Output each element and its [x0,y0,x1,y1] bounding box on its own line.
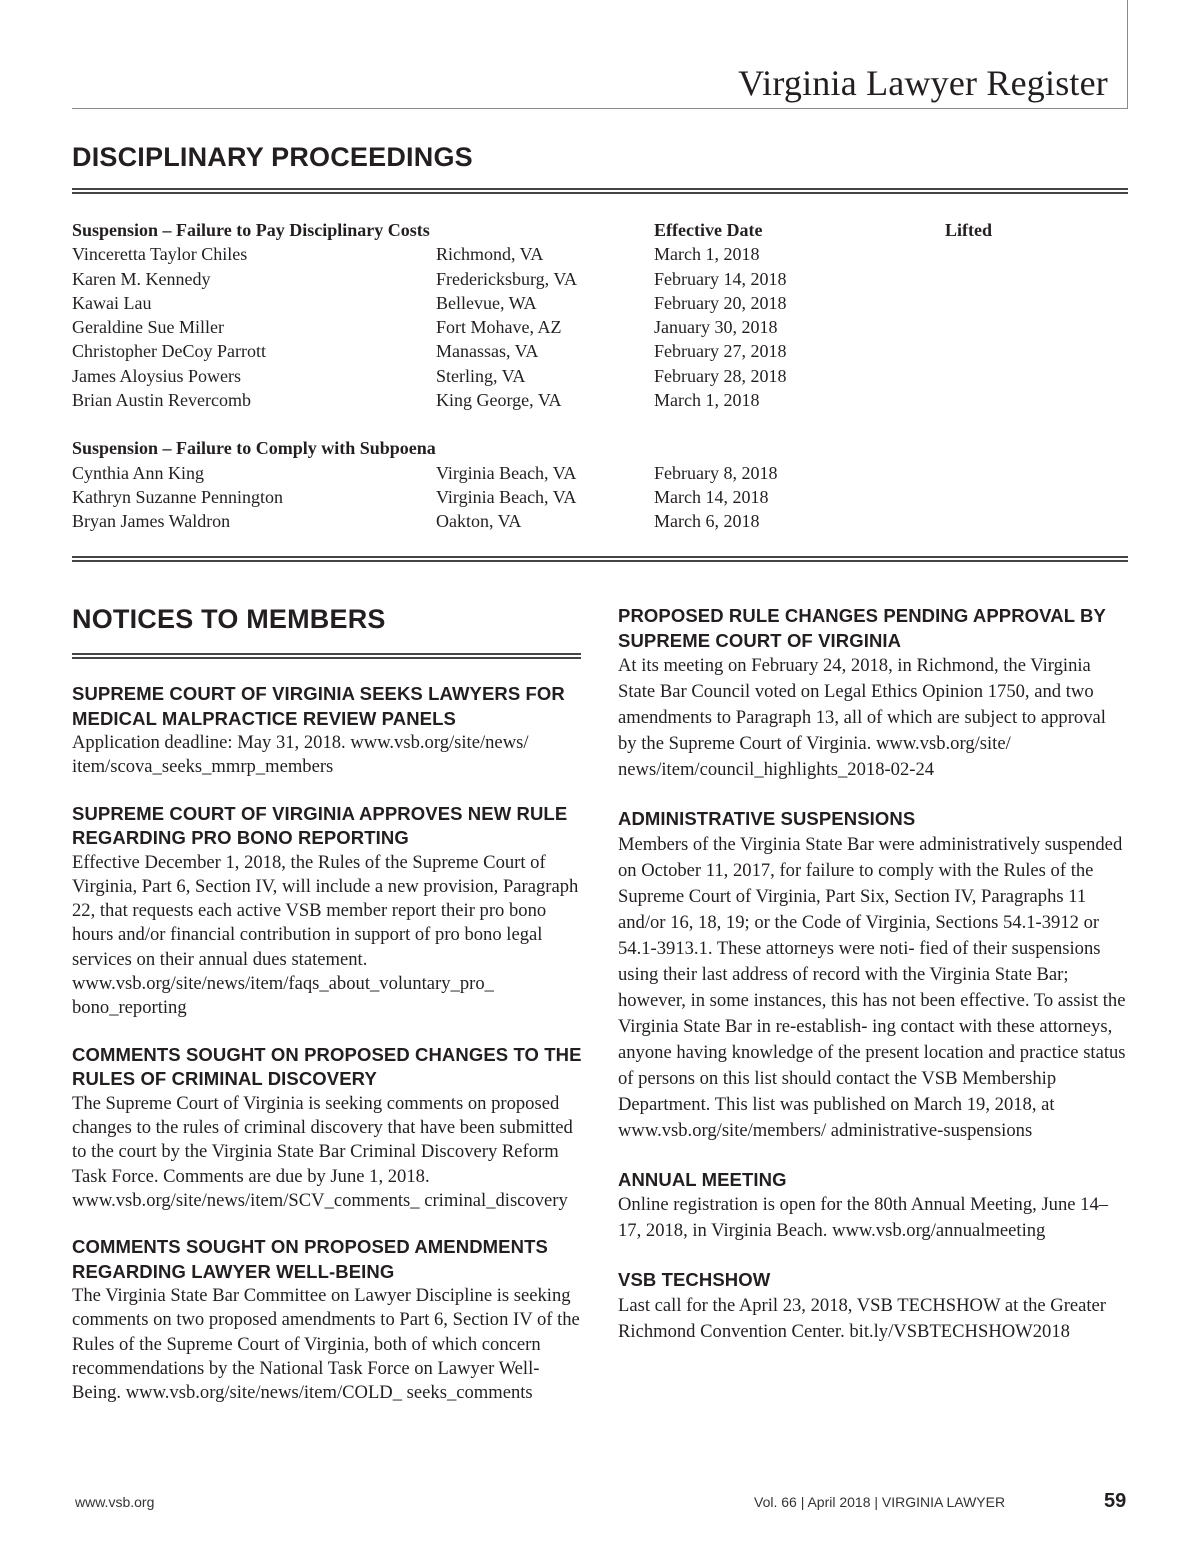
notice-heading: VSB TECHSHOW [618,1269,771,1290]
notice-heading: ANNUAL MEETING [618,1168,787,1190]
notice-body: Online registration is open for the 80th Annual Meeting, June 14–17, 2018, in Virginia Beach. www.vsb.org/annualmeeting [618,1194,1109,1241]
attorney-location: Fredericksburg, VA [436,268,577,289]
notice-proposed-rule-changes [618,604,1128,783]
attorney-name: James Aloysius Powers [72,365,242,386]
notice-pro-bono [72,802,582,1021]
notice-heading: PROPOSED RULE CHANGES PENDING APPROVAL BY SUPREME COURT OF VIRGINIA [618,605,1106,651]
attorney-location: Virginia Beach, VA [436,462,577,483]
disciplinary-top-rule [72,188,1128,194]
group-heading: Suspension – Failure to Pay Disciplinary Costs [72,220,430,240]
effective-date: February 8, 2018 [654,462,778,483]
attorney-name: Vinceretta Taylor Chiles [72,244,248,265]
effective-date: February 14, 2018 [654,268,787,289]
disciplinary-bottom-rule [72,556,1128,562]
effective-date: March 1, 2018 [654,244,760,265]
suspension-group-subpoena [72,436,1128,533]
attorney-location: King George, VA [436,390,562,411]
table-row [72,388,1128,412]
attorney-name: Brian Austin Revercomb [72,390,251,411]
notices-title: NOTICES TO MEMBERS [72,604,386,634]
suspension-group-costs [72,218,1128,412]
attorney-location: Bellevue, WA [436,292,537,313]
effective-date: January 30, 2018 [654,317,778,338]
table-row [72,291,1128,315]
notice-heading: ADMINISTRATIVE SUSPENSIONS [618,808,916,829]
table-row [72,339,1128,363]
disciplinary-title: DISCIPLINARY PROCEEDINGS [72,142,473,172]
notice-body: Effective December 1, 2018, the Rules of the Supreme Court of Virginia, Part 6, Section IV, will include a new provision, Paragraph 22, that requests each active VSB member report their pro bono hours and/or financial contribution in support of pro bono legal services on their annual dues statement. www.vsb.org/site/news/item/faqs_about_voluntary_pro_ bono_reporting [72,851,579,1019]
notice-body: At its meeting on February 24, 2018, in Richmond, the Virginia State Bar Council voted on Legal Ethics Opinion 1750, and two amendments to Paragraph 13, all of which are subject to approval by the Supreme Court of Virginia. www.vsb.org/site/ news/item/council_highlights_2018-02-24 [618,655,1106,780]
table-row [72,315,1128,339]
table-row [72,509,1128,533]
table-row [72,485,1128,509]
notice-body: Members of the Virginia State Bar were administratively suspended on October 11, 2017, for failure to comply with the Rules of the Supreme Court of Virginia, Part Six, Section IV, Paragraphs 11 and/or 16, 18, 19; or the Code of Virginia, Sections 54.1-3912 or 54.1-3913.1. These attorneys were noti- fied of their suspensions using their last address of record with the Virginia State Bar; however, in some instances, this has not been effective. To assist the Virginia State Bar in re-establish- ing contact with these attorneys, anyone having knowledge of the present location and practice status of persons on this list should contact the VSB Membership Department. This list was published on March 19, 2018, at www.vsb.org/site/members/ administrative-suspensions [618,833,1126,1141]
notice-heading: COMMENTS SOUGHT ON PROPOSED AMENDMENTS REGARDING LAWYER WELL-BEING [72,1236,548,1282]
effective-date: February 20, 2018 [654,292,787,313]
running-head: Virginia Lawyer Register [738,63,1108,103]
notice-administrative-suspensions [618,807,1128,1144]
attorney-name: Bryan James Waldron [72,511,231,532]
notices-right-column [618,604,1128,1369]
attorney-location: Fort Mohave, AZ [436,317,562,338]
attorney-name: Kawai Lau [72,292,152,313]
attorney-name: Christopher DeCoy Parrott [72,341,266,362]
header-rule [72,108,1128,109]
attorney-location: Oakton, VA [436,511,522,532]
effective-date-header: Effective Date [654,220,763,240]
notice-body: The Supreme Court of Virginia is seeking comments on proposed changes to the rules of criminal discovery that have been submitted to the court by the Virginia State Bar Criminal Discovery Reform Task Force. Comments are due by June 1, 2018. www.vsb.org/site/news/item/SCV_comments_ criminal_discovery [72,1092,573,1211]
footer-site: www.vsb.org [75,1494,155,1510]
notice-body: Application deadline: May 31, 2018. www.vsb.org/site/news/ item/scova_seeks_mmrp_members [72,732,529,778]
notice-criminal-discovery [72,1043,582,1213]
attorney-name: Kathryn Suzanne Pennington [72,486,283,507]
notice-heading: SUPREME COURT OF VIRGINIA APPROVES NEW RULE REGARDING PRO BONO REPORTING [72,802,568,849]
notice-well-being [72,1235,582,1405]
effective-date: March 6, 2018 [654,511,760,532]
notices-rule [72,653,581,659]
group-heading: Suspension – Failure to Comply with Subpoena [72,438,436,459]
notice-body: Last call for the April 23, 2018, VSB TECHSHOW at the Greater Richmond Convention Center. bit.ly/VSBTECHSHOW2018 [618,1294,1107,1342]
attorney-name: Cynthia Ann King [72,462,205,483]
notice-heading: SUPREME COURT OF VIRGINIA SEEKS LAWYERS FOR MEDICAL MALPRACTICE REVIEW PANELS [72,683,565,729]
effective-date: February 28, 2018 [654,365,787,386]
attorney-name: Karen M. Kennedy [72,268,211,289]
notices-left-column [72,682,582,1428]
notice-techshow [618,1268,1128,1345]
effective-date: March 1, 2018 [654,390,760,411]
attorney-location: Virginia Beach, VA [436,486,577,507]
table-header-row [72,218,1128,242]
disciplinary-table [72,218,1128,558]
attorney-location: Manassas, VA [436,341,539,362]
table-header-row [72,436,1128,460]
effective-date: February 27, 2018 [654,341,787,362]
notice-heading: COMMENTS SOUGHT ON PROPOSED CHANGES TO THE RULES OF CRIMINAL DISCOVERY [72,1043,582,1090]
notice-annual-meeting [618,1168,1128,1245]
effective-date: March 14, 2018 [654,486,769,507]
attorney-name: Geraldine Sue Miller [72,317,224,338]
attorney-location: Sterling, VA [436,365,526,386]
table-row [72,461,1128,485]
table-row [72,364,1128,388]
table-row [72,267,1128,291]
header-vertical-rule [1127,0,1128,108]
lifted-header: Lifted [945,220,992,240]
notice-mmrp [72,682,582,780]
page-number: 59 [1104,1490,1127,1512]
notice-body: The Virginia State Bar Committee on Lawyer Discipline is seeking comments on two proposed amendments to Part 6, Section IV of the Rules of the Supreme Court of Virginia, both of which concern recommendations by the National Task Force on Lawyer Well-Being. www.vsb.org/site/news/item/COLD_ seeks_comments [72,1285,580,1404]
attorney-location: Richmond, VA [436,244,544,265]
table-row [72,242,1128,266]
footer-issue: Vol. 66 | April 2018 | VIRGINIA LAWYER [754,1494,1006,1510]
